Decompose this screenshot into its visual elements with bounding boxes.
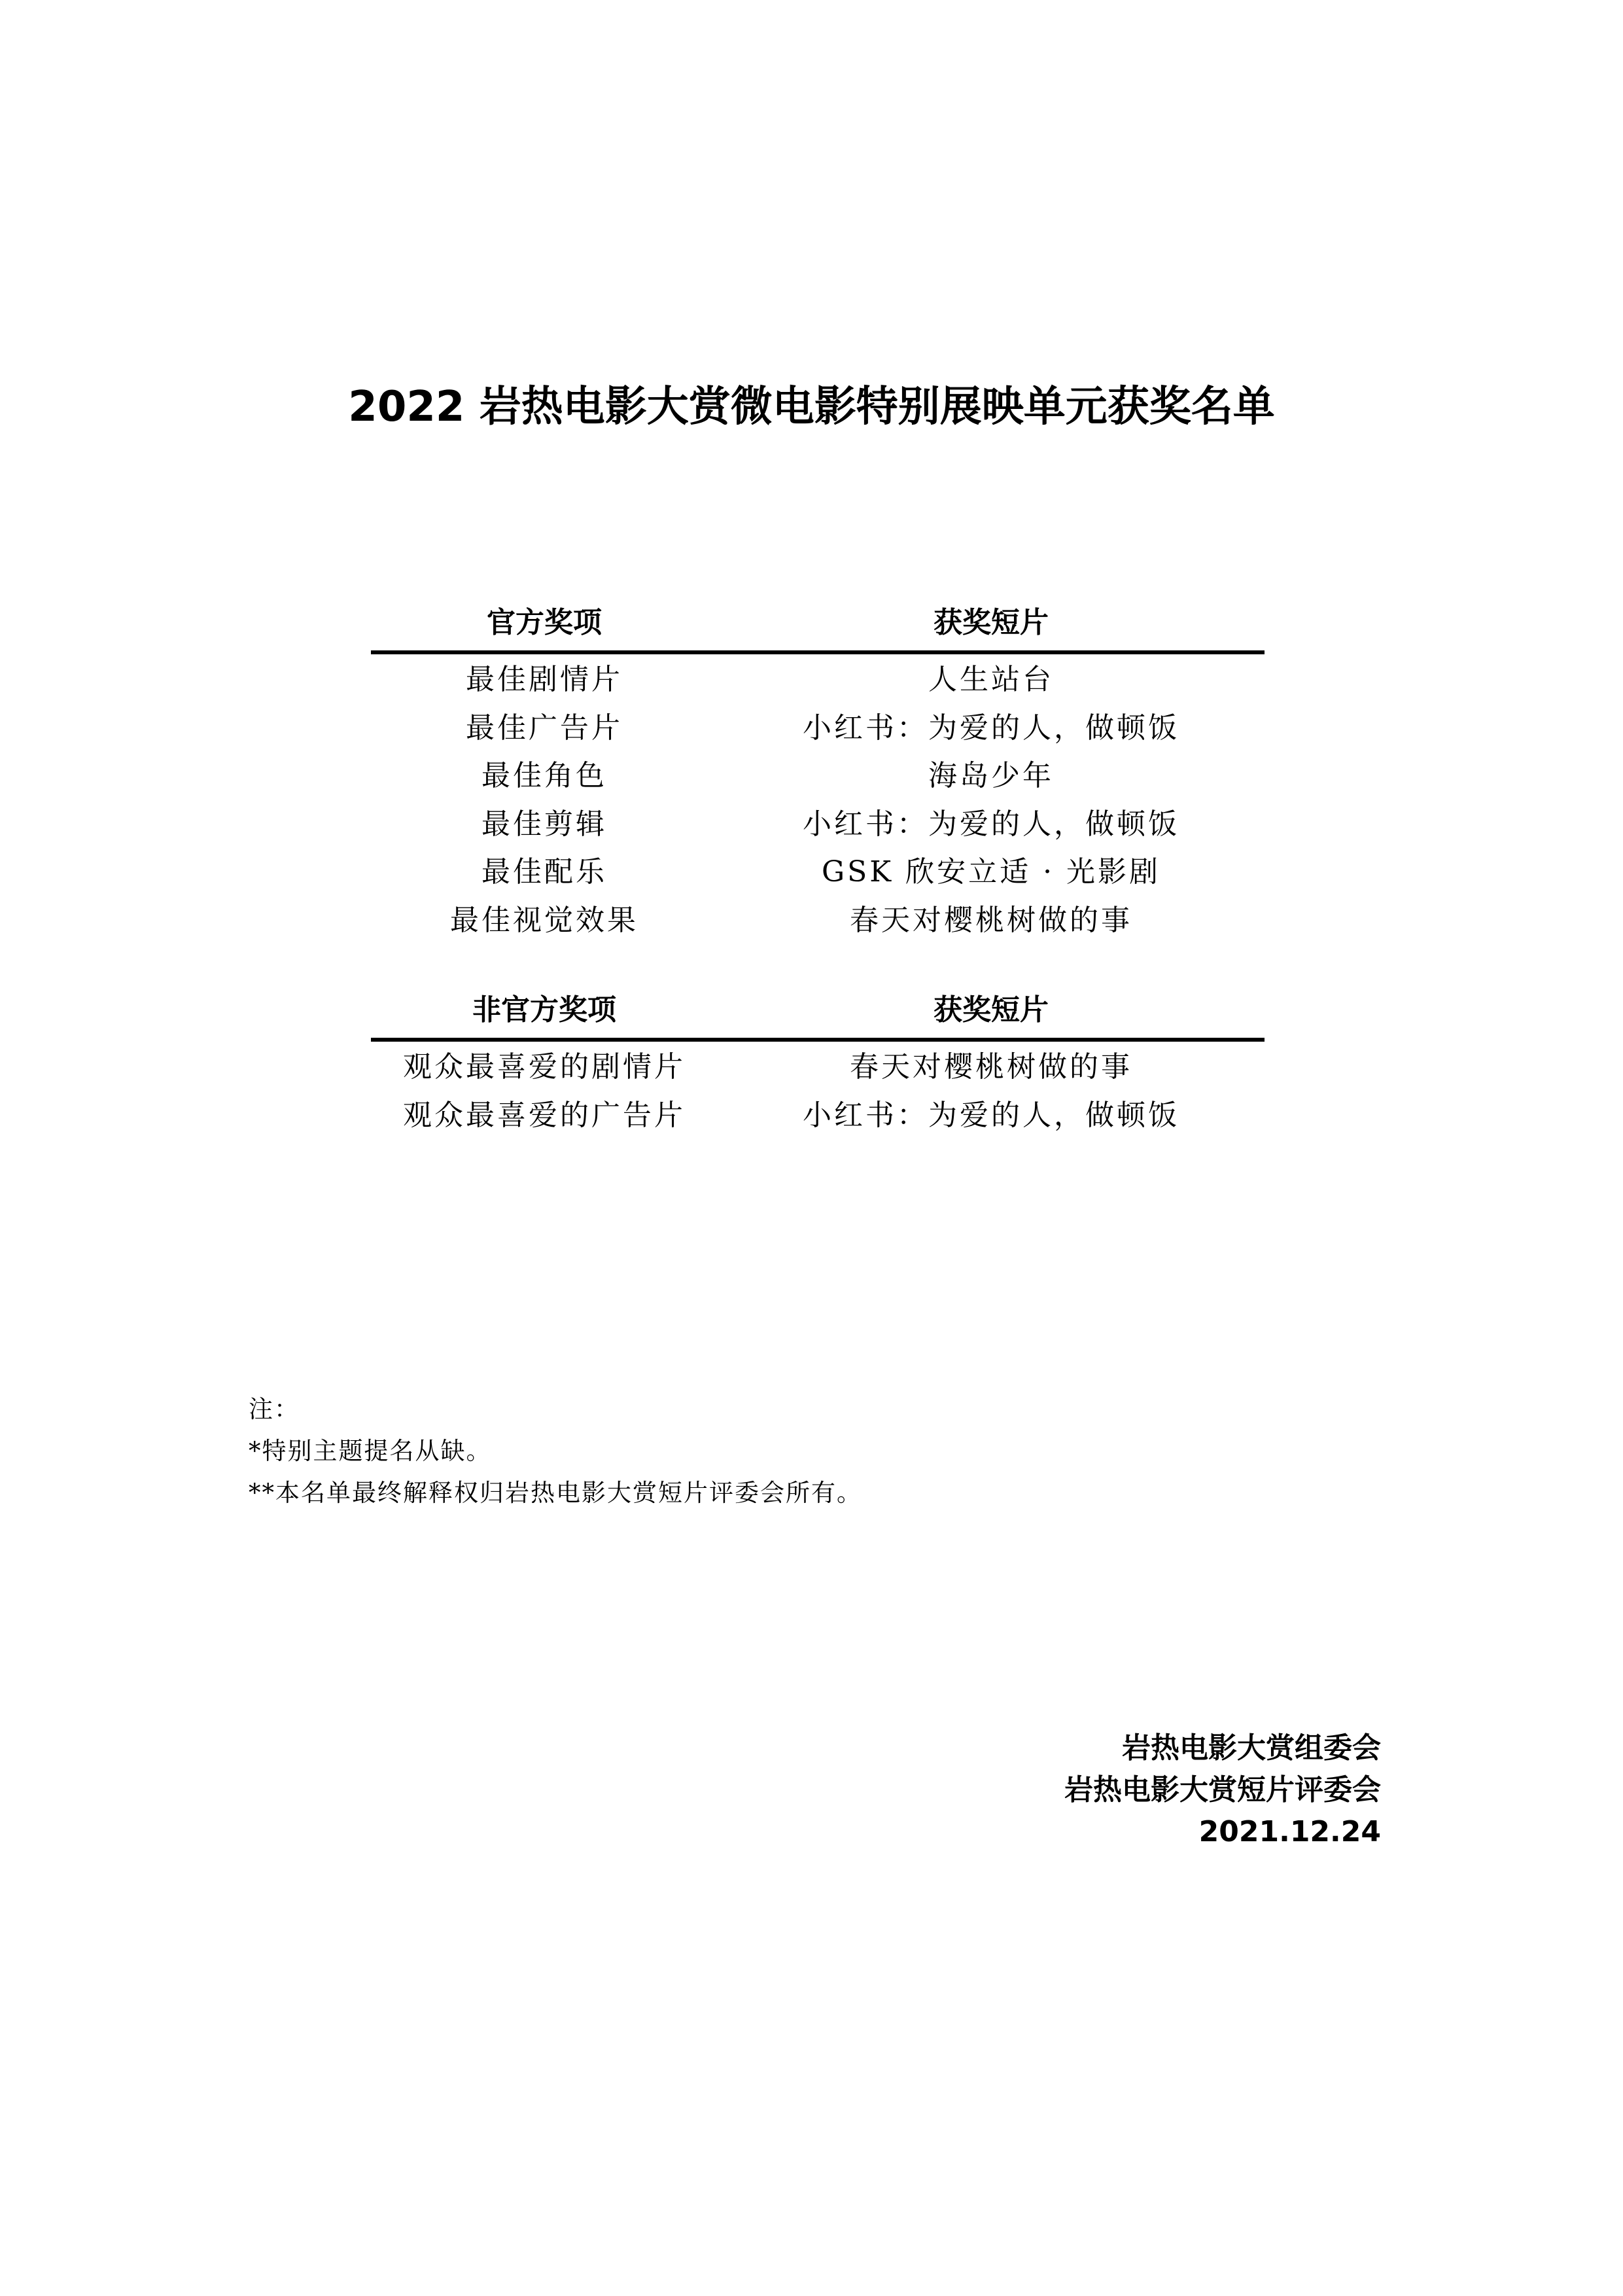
table-row — [371, 752, 1265, 800]
table-row — [371, 800, 1265, 849]
table-body — [371, 654, 1265, 944]
header-film: 获奖短片 — [934, 606, 1049, 639]
film-title: GSK 欣安立适 · 光影剧 — [821, 855, 1161, 889]
award-name: 观众最喜爱的剧情片 — [403, 1050, 686, 1084]
jury-committee: 岩热电影大赏短片评委会 — [1064, 1773, 1381, 1807]
table-row — [371, 656, 1265, 704]
film-title: 小红书：为爱的人，做顿饭 — [803, 1098, 1179, 1132]
film-title: 春天对樱桃树做的事 — [850, 903, 1132, 937]
signature-block — [1064, 1727, 1381, 1853]
film-title: 海岛少年 — [928, 759, 1054, 793]
notes-heading: 注： — [249, 1395, 300, 1423]
header-award: 官方奖项 — [487, 606, 602, 639]
film-title: 春天对樱桃树做的事 — [850, 1050, 1132, 1084]
table-header — [371, 595, 1265, 654]
award-name: 最佳配乐 — [481, 855, 607, 889]
organizing-committee: 岩热电影大赏组委会 — [1122, 1731, 1381, 1765]
table-row — [371, 1091, 1265, 1140]
award-name: 最佳广告片 — [466, 711, 623, 745]
header-film: 获奖短片 — [934, 993, 1049, 1027]
unofficial-awards-table — [371, 983, 1265, 1139]
film-title: 小红书：为爱的人，做顿饭 — [803, 711, 1179, 745]
header-award: 非官方奖项 — [472, 993, 616, 1027]
table-row — [371, 1043, 1265, 1091]
official-awards-table — [371, 595, 1265, 944]
award-name: 最佳视觉效果 — [450, 903, 638, 937]
award-name: 最佳角色 — [481, 759, 607, 793]
table-row — [371, 896, 1265, 945]
note-line: *特别主题提名从缺。 — [249, 1437, 492, 1465]
notes-section — [249, 1388, 1295, 1514]
award-name: 最佳剧情片 — [466, 663, 623, 697]
signature-date: 2021.12.24 — [1198, 1815, 1381, 1848]
table-body — [371, 1042, 1265, 1139]
award-name: 最佳剪辑 — [481, 807, 607, 841]
award-name: 观众最喜爱的广告片 — [403, 1098, 686, 1132]
table-row — [371, 848, 1265, 896]
film-title: 人生站台 — [928, 663, 1054, 697]
note-line: **本名单最终解释权归岩热电影大赏短片评委会所有。 — [249, 1479, 862, 1507]
table-row — [371, 704, 1265, 752]
page-title: 2022 岩热电影大赏微电影特别展映单元获奖名单 — [348, 383, 1275, 431]
table-header — [371, 983, 1265, 1042]
film-title: 小红书：为爱的人，做顿饭 — [803, 807, 1179, 841]
